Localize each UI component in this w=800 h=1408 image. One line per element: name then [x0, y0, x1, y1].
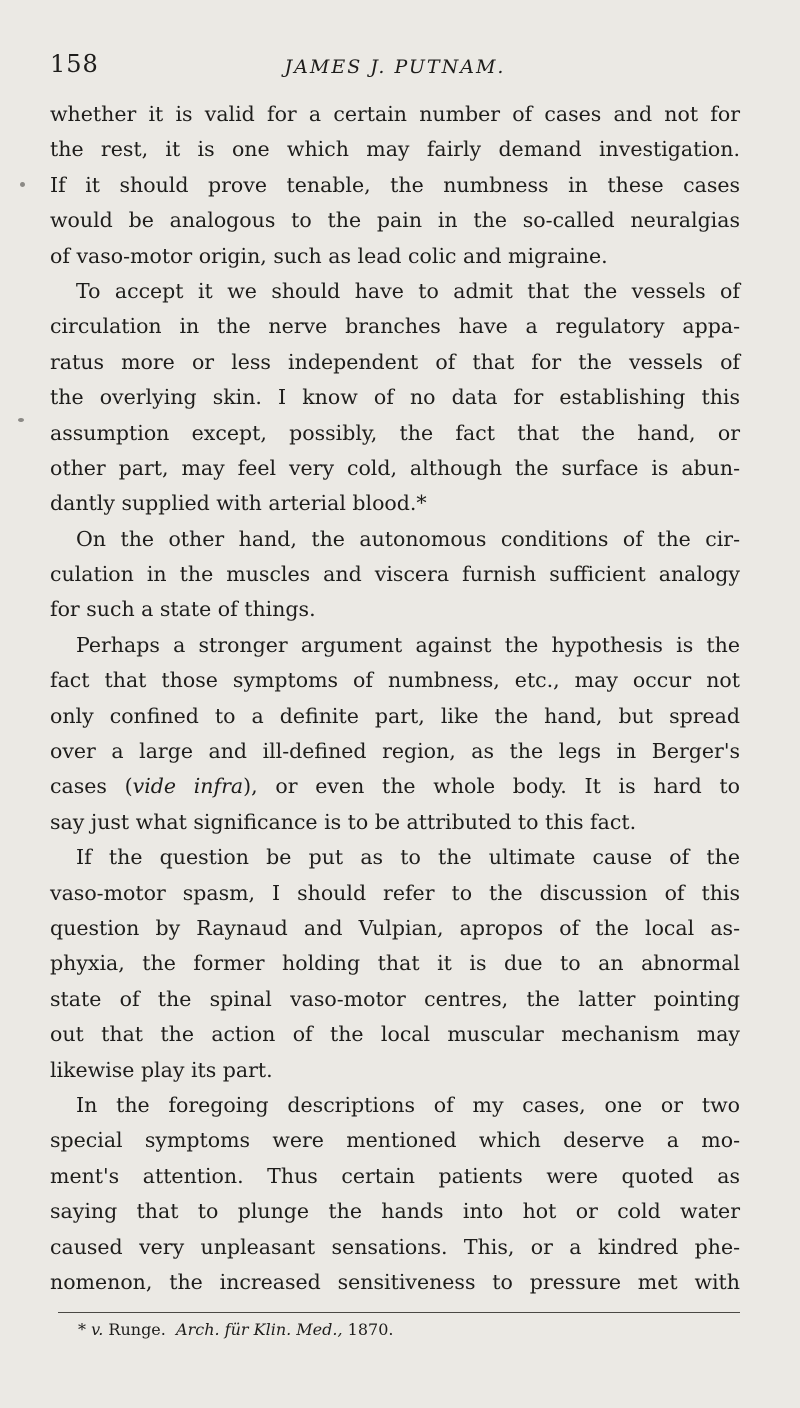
text-line: would be analogous to the pain in the so-called neuralgias [50, 208, 740, 233]
body-text [50, 97, 740, 1300]
text-line: fact that those symptoms of numbness, etc., may occur not [50, 668, 740, 693]
text-line: assumption except, possibly, the fact that the hand, or [50, 420, 740, 445]
paper-speck [20, 182, 25, 187]
footnote-year: 1870. [347, 1320, 394, 1339]
text-line: out that the action of the local muscular mechanism may [50, 1022, 740, 1047]
text-line: only confined to a definite part, like the hand, but spread [50, 703, 740, 728]
text-line: say just what significance is to be attributed to this fact. [50, 809, 637, 834]
text-line: other part, may feel very cold, although the surface is abun- [50, 455, 740, 480]
text-line: over a large and ill-defined region, as the legs in Berger's [50, 739, 740, 764]
text-line: vaso-motor spasm, I should refer to the discussion of this [50, 880, 740, 905]
text-line: If it should prove tenable, the numbness in these cases [50, 172, 740, 197]
text-line: the rest, it is one which may fairly demand investigation. [50, 137, 740, 162]
text-line: On the other hand, the autonomous conditions of the cir- [76, 526, 740, 551]
text-line: phyxia, the former holding that it is due to an abnormal [50, 951, 740, 976]
paper-speck [18, 418, 24, 422]
text-line: culation in the muscles and viscera furnish sufficient analogy [50, 562, 740, 587]
footnote-marker: * v. [78, 1320, 104, 1339]
text-line: To accept it we should have to admit that the vessels of [76, 278, 740, 303]
text-line: ment's attention. Thus certain patients were quoted as [50, 1163, 740, 1188]
text-line: saying that to plunge the hands into hot or cold water [50, 1199, 740, 1224]
running-head [50, 50, 740, 86]
text-line: whether it is valid for a certain number of cases and not for [50, 102, 740, 126]
text-line: nomenon, the increased sensitiveness to pressure met with [50, 1269, 740, 1294]
footnote-rule [58, 1312, 740, 1313]
text-line: ratus more or less independent of that for the vessels of [50, 349, 740, 374]
running-title: JAMES J. PUTNAM. [284, 56, 506, 78]
text-line: dantly supplied with arterial blood.* [50, 491, 427, 516]
text-line: Perhaps a stronger argument against the hypothesis is the [76, 632, 740, 657]
text-line: caused very unpleasant sensations. This, or a kindred phe- [50, 1234, 740, 1259]
text-line: the overlying skin. I know of no data for establishing this [50, 385, 740, 410]
footnote-citation: Arch. für Klin. Med., [176, 1320, 343, 1339]
text-line: question by Raynaud and Vulpian, apropos of the local as- [50, 915, 740, 940]
footnote-author: Runge. [108, 1320, 166, 1339]
text-line: of vaso-motor origin, such as lead colic and migraine. [50, 243, 608, 268]
footnote [78, 1320, 393, 1339]
text-line: for such a state of things. [50, 597, 316, 622]
text-line: circulation in the nerve branches have a regulatory appa- [50, 314, 740, 339]
text-line: special symptoms were mentioned which deserve a mo- [50, 1128, 740, 1153]
text-line: state of the spinal vaso-motor centres, the latter pointing [50, 986, 740, 1011]
text-line: In the foregoing descriptions of my cases, one or two [76, 1092, 740, 1117]
text-line: likewise play its part. [50, 1057, 273, 1082]
page-number: 158 [50, 50, 99, 78]
latin-phrase: vide infra [132, 774, 244, 799]
text-line: If the question be put as to the ultimate cause of the [76, 845, 740, 870]
text-line: cases (vide infra), or even the whole body. It is hard to [50, 774, 741, 799]
